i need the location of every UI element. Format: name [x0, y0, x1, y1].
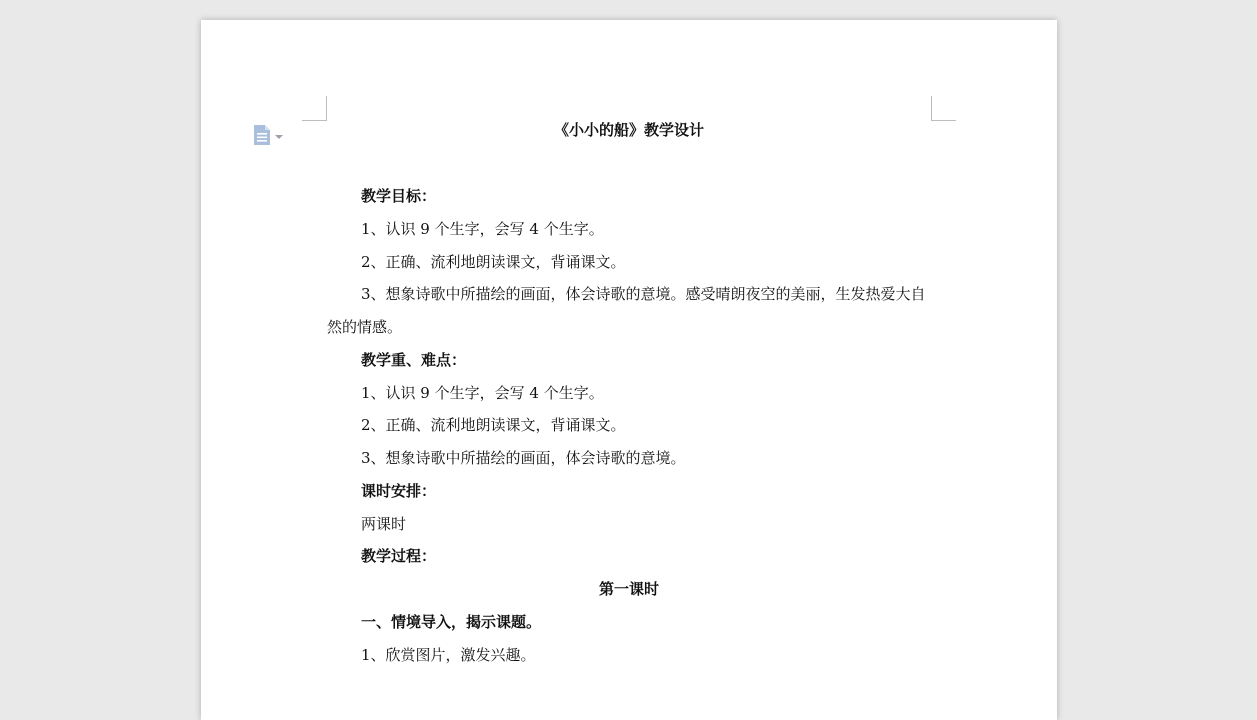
key-point-3: 3、想象诗歌中所描绘的画面，体会诗歌的意境。 [361, 449, 686, 467]
key-point-2: 2、正确、流利地朗读课文，背诵课文。 [361, 416, 626, 434]
schedule-value: 两课时 [361, 515, 407, 533]
document-title: 《小小的船》教学设计 [553, 121, 704, 139]
objective-2: 2、正确、流利地朗读课文，背诵课文。 [361, 253, 626, 271]
step-1: 1、欣赏图片，激发兴趣。 [361, 646, 536, 664]
chevron-down-icon [275, 135, 283, 139]
section-one-heading: 一、情境导入，揭示课题。 [361, 613, 542, 631]
crop-mark-top-right [931, 96, 956, 121]
heading-key-points: 教学重、难点： [361, 351, 467, 369]
document-icon [253, 124, 271, 146]
heading-process: 教学过程： [361, 547, 437, 565]
heading-objectives: 教学目标： [361, 187, 437, 205]
crop-mark-top-left [302, 96, 327, 121]
document-page [201, 20, 1057, 720]
objective-3: 3、想象诗歌中所描绘的画面，体会诗歌的意境。感受晴朗夜空的美丽，生发热爱大自然的情感。 [327, 285, 926, 336]
objective-1: 1、认识 9 个生字，会写 4 个生字。 [361, 220, 604, 238]
lesson-one-heading: 第一课时 [598, 580, 659, 598]
document-options-button[interactable] [253, 124, 283, 146]
key-point-1: 1、认识 9 个生字，会写 4 个生字。 [361, 384, 604, 402]
heading-schedule: 课时安排： [361, 482, 437, 500]
